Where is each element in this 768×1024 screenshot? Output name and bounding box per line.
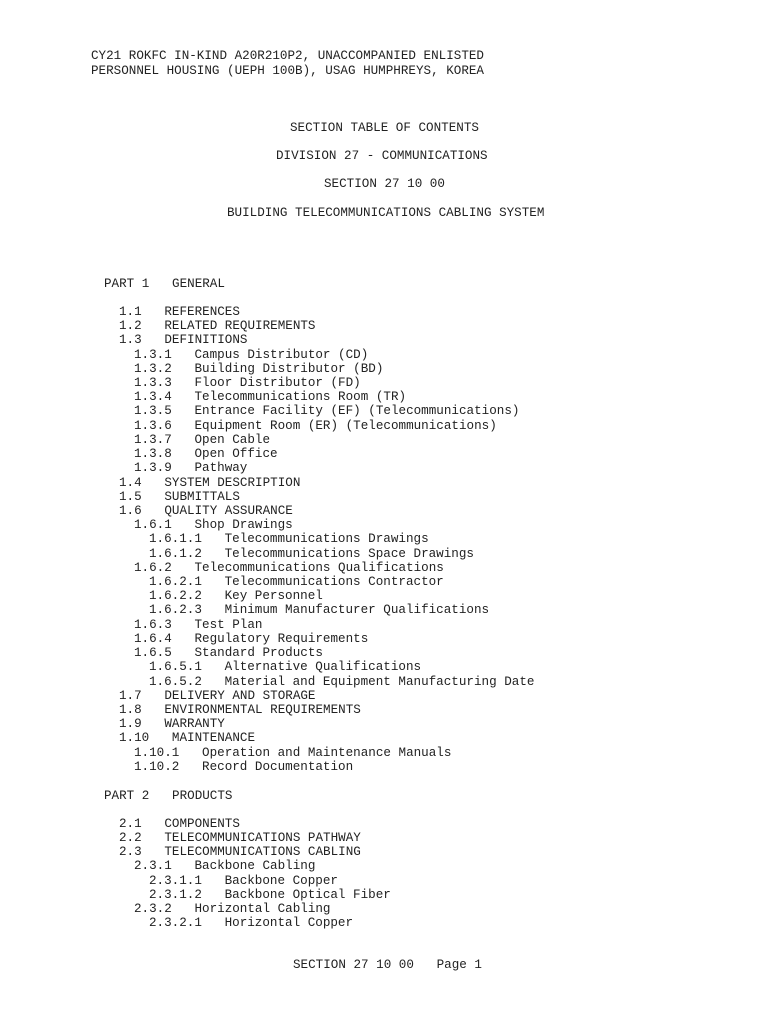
- toc-entry: 1.3.3 Floor Distributor (FD): [134, 376, 361, 390]
- toc-entry: 1.10.1 Operation and Maintenance Manuals: [134, 746, 452, 760]
- toc-entry: 1.1 REFERENCES: [119, 305, 240, 319]
- toc-entry: 1.2 RELATED REQUIREMENTS: [119, 319, 316, 333]
- toc-entry: 2.3.1.2 Backbone Optical Fiber: [149, 888, 391, 902]
- toc-entry: 1.10.2 Record Documentation: [134, 760, 354, 774]
- toc-entry: 1.6.3 Test Plan: [134, 618, 263, 632]
- header-line-2: PERSONNEL HOUSING (UEPH 100B), USAG HUMPHREYS, KOREA: [91, 64, 484, 78]
- toc-entry: 1.3.9 Pathway: [134, 461, 248, 475]
- toc-entry: 1.3.6 Equipment Room (ER) (Telecommunications): [134, 419, 497, 433]
- toc-entry: 1.6.5.2 Material and Equipment Manufacturing Date: [149, 675, 535, 689]
- part1-heading: PART 1 GENERAL: [104, 277, 225, 291]
- toc-entry: 1.6.2.2 Key Personnel: [149, 589, 323, 603]
- toc-entry: 1.6.4 Regulatory Requirements: [134, 632, 369, 646]
- toc-entry: 1.7 DELIVERY AND STORAGE: [119, 689, 316, 703]
- section-name: BUILDING TELECOMMUNICATIONS CABLING SYSTEM: [227, 206, 545, 220]
- toc-entry: 1.8 ENVIRONMENTAL REQUIREMENTS: [119, 703, 361, 717]
- section-number: SECTION 27 10 00: [324, 177, 445, 191]
- toc-entry: 2.1 COMPONENTS: [119, 817, 240, 831]
- toc-entry: 1.3.2 Building Distributor (BD): [134, 362, 384, 376]
- part2-heading: PART 2 PRODUCTS: [104, 789, 233, 803]
- toc-title: SECTION TABLE OF CONTENTS: [290, 121, 479, 135]
- toc-entry: 1.3.1 Campus Distributor (CD): [134, 348, 369, 362]
- toc-entry: 1.3.4 Telecommunications Room (TR): [134, 390, 407, 404]
- toc-entry: 1.6.2 Telecommunications Qualifications: [134, 561, 444, 575]
- toc-entry: 1.9 WARRANTY: [119, 717, 225, 731]
- toc-entry: 2.3.1 Backbone Cabling: [134, 859, 316, 873]
- toc-entry: 2.3.2 Horizontal Cabling: [134, 902, 331, 916]
- toc-entry: 2.2 TELECOMMUNICATIONS PATHWAY: [119, 831, 361, 845]
- toc-entry: 1.6.1.2 Telecommunications Space Drawings: [149, 547, 474, 561]
- toc-entry: 1.3.7 Open Cable: [134, 433, 271, 447]
- toc-entry: 2.3.2.1 Horizontal Copper: [149, 916, 354, 930]
- toc-entry: 1.3.5 Entrance Facility (EF) (Telecommunications): [134, 404, 520, 418]
- toc-entry: 1.6.2.3 Minimum Manufacturer Qualifications: [149, 603, 490, 617]
- toc-entry: 2.3 TELECOMMUNICATIONS CABLING: [119, 845, 361, 859]
- toc-entry: 2.3.1.1 Backbone Copper: [149, 874, 338, 888]
- toc-entry: 1.6.1.1 Telecommunications Drawings: [149, 532, 429, 546]
- toc-entry: 1.6.5.1 Alternative Qualifications: [149, 660, 422, 674]
- toc-entry: 1.6 QUALITY ASSURANCE: [119, 504, 293, 518]
- header-line-1: CY21 ROKFC IN-KIND A20R210P2, UNACCOMPANIED ENLISTED: [91, 49, 484, 63]
- division-title: DIVISION 27 - COMMUNICATIONS: [276, 149, 488, 163]
- toc-entry: 1.3 DEFINITIONS: [119, 333, 248, 347]
- toc-entry: 1.3.8 Open Office: [134, 447, 278, 461]
- toc-entry: 1.10 MAINTENANCE: [119, 731, 256, 745]
- toc-entry: 1.6.5 Standard Products: [134, 646, 323, 660]
- page-footer: SECTION 27 10 00 Page 1: [293, 958, 482, 972]
- toc-entry: 1.6.2.1 Telecommunications Contractor: [149, 575, 444, 589]
- toc-entry: 1.4 SYSTEM DESCRIPTION: [119, 476, 301, 490]
- toc-entry: 1.6.1 Shop Drawings: [134, 518, 293, 532]
- toc-entry: 1.5 SUBMITTALS: [119, 490, 240, 504]
